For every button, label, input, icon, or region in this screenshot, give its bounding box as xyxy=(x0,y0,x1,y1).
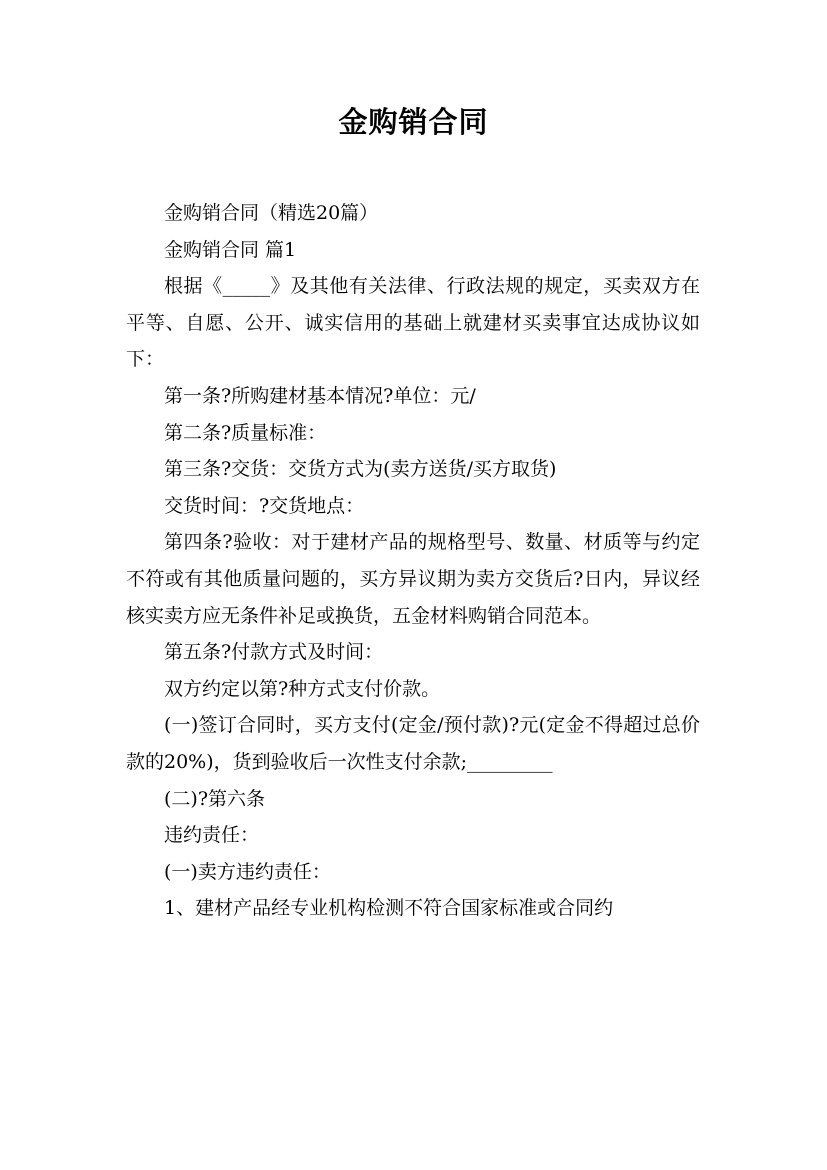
paragraph-seller-liability-1: 1、建材产品经专业机构检测不符合国家标准或合同约 xyxy=(164,897,614,920)
paragraph-article-5: 第五条?付款方式及时间： xyxy=(164,641,384,664)
document-title: 金购销合同 xyxy=(338,105,489,139)
paragraph-preamble: 根据《_____》及其他有关法律、行政法规的规定，买卖双方在平等、自愿、公开、诚实信用的基础上就建材买卖事宜达成协议如下： xyxy=(126,275,700,371)
paragraph-section-title: 金购销合同 篇1 xyxy=(164,238,297,261)
paragraph-delivery-time: 交货时间：?交货地点： xyxy=(164,494,365,517)
paragraph-article-4: 第四条?验收：对于建材产品的规格型号、数量、材质等与约定不符或有其他质量问题的，买方异议期为卖方交货后?日内，异议经核实卖方应无条件补足或换货，五金材料购销合同范本。 xyxy=(126,531,700,627)
paragraph-article-2: 第二条?质量标准： xyxy=(164,421,327,444)
document-body xyxy=(126,195,700,927)
paragraph-seller-liability: (一)卖方违约责任： xyxy=(164,860,331,883)
paragraph-article-1: 第一条?所购建材基本情况?单位：元/ xyxy=(164,384,476,407)
paragraph-article-3: 第三条?交货：交货方式为(卖方送货/买方取货) xyxy=(164,458,557,481)
paragraph-payment-option-2: (二)?第六条 xyxy=(164,787,266,810)
paragraph-liability: 违约责任： xyxy=(164,824,260,847)
paragraph-payment-option-1: (一)签订合同时，买方支付(定金/预付款)?元(定金不得超过总价款的20%)，货到验收后一次性支付余款;_________ xyxy=(126,714,700,773)
paragraph-heading: 金购销合同（精选20篇） xyxy=(164,202,379,224)
paragraph-payment-method: 双方约定以第?种方式支付价款。 xyxy=(164,677,441,700)
